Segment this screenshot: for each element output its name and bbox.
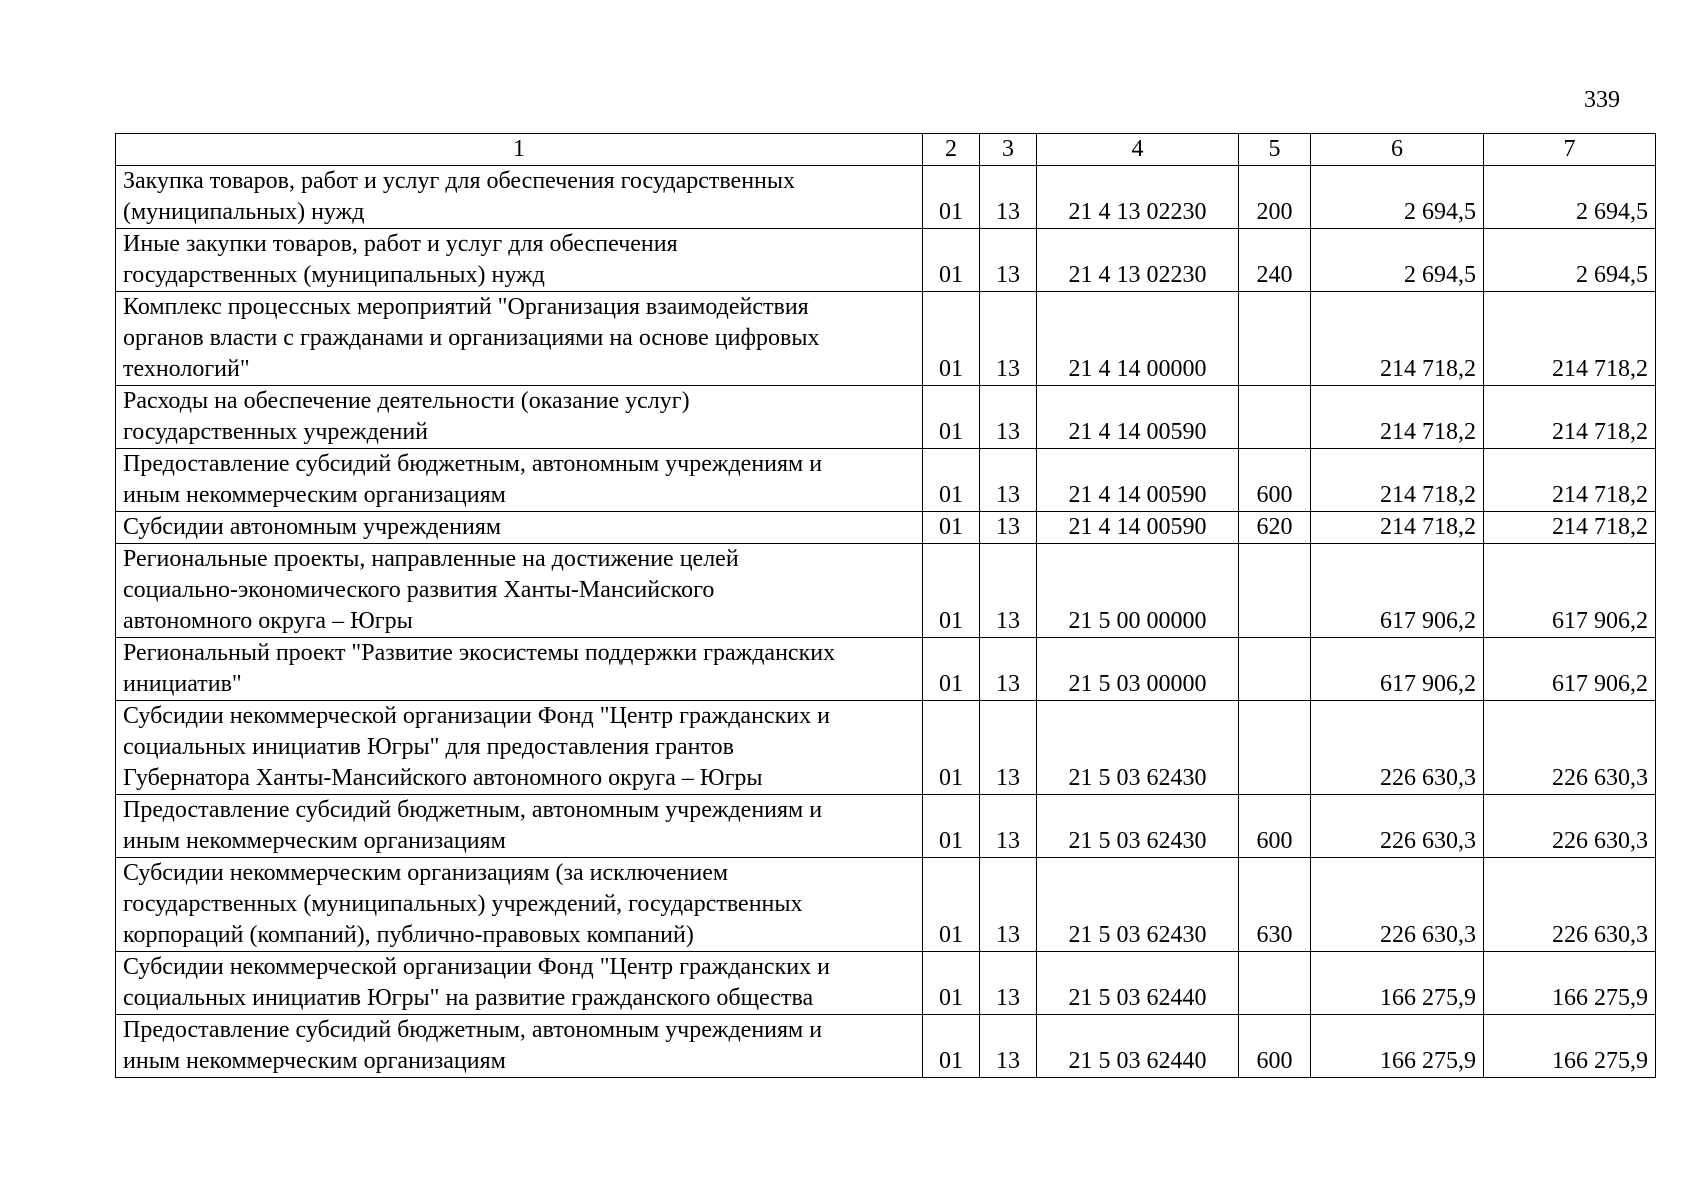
amount-cell: 214 718,2 xyxy=(1311,449,1484,512)
item-name-line: (муниципальных) нужд xyxy=(123,199,365,225)
item-name-line: государственных (муниципальных) учреждений, государственных xyxy=(123,891,803,917)
subsection-code-cell: 13 xyxy=(980,512,1037,544)
table-row xyxy=(116,386,1656,449)
amount-cell: 226 630,3 xyxy=(1311,858,1484,952)
header-cell: 3 xyxy=(980,134,1037,166)
table-row xyxy=(116,638,1656,701)
item-name-line: органов власти с гражданами и организациями на основе цифровых xyxy=(123,325,820,351)
section-code-cell: 01 xyxy=(923,544,980,638)
table-row xyxy=(116,858,1656,952)
amount-cell: 2 694,5 xyxy=(1484,229,1656,292)
subsection-code-cell: 13 xyxy=(980,1015,1037,1078)
section-code-cell: 01 xyxy=(923,512,980,544)
amount-cell: 214 718,2 xyxy=(1311,292,1484,386)
item-name-cell xyxy=(116,166,923,229)
target-article-cell: 21 4 14 00000 xyxy=(1037,292,1239,386)
subsection-code-cell: 13 xyxy=(980,952,1037,1015)
item-name-cell xyxy=(116,795,923,858)
item-name-line: Субсидии автономным учреждениям xyxy=(123,514,502,540)
item-name-cell xyxy=(116,292,923,386)
target-article-cell: 21 5 03 62440 xyxy=(1037,1015,1239,1078)
target-article-cell: 21 4 13 02230 xyxy=(1037,229,1239,292)
item-name-line: социально-экономического развития Ханты-Мансийского xyxy=(123,577,715,603)
header-cell: 2 xyxy=(923,134,980,166)
amount-cell: 166 275,9 xyxy=(1311,1015,1484,1078)
target-article-cell: 21 5 03 62430 xyxy=(1037,701,1239,795)
subsection-code-cell: 13 xyxy=(980,638,1037,701)
item-name-line: Предоставление субсидий бюджетным, автономным учреждениям и xyxy=(123,797,823,823)
table-row xyxy=(116,1015,1656,1078)
target-article-cell: 21 4 14 00590 xyxy=(1037,449,1239,512)
target-article-cell: 21 5 03 62430 xyxy=(1037,858,1239,952)
target-article-cell: 21 5 03 62440 xyxy=(1037,952,1239,1015)
section-code-cell: 01 xyxy=(923,292,980,386)
expense-type-cell: 600 xyxy=(1239,1015,1311,1078)
item-name-line: Региональный проект "Развитие экосистемы поддержки гражданских xyxy=(123,640,836,666)
table-row xyxy=(116,229,1656,292)
expense-type-cell xyxy=(1239,701,1311,795)
header-cell: 7 xyxy=(1484,134,1656,166)
item-name-line: технологий" xyxy=(123,356,250,382)
amount-cell: 226 630,3 xyxy=(1311,795,1484,858)
expense-type-cell: 600 xyxy=(1239,795,1311,858)
amount-cell: 214 718,2 xyxy=(1484,386,1656,449)
subsection-code-cell: 13 xyxy=(980,795,1037,858)
item-name-line: Субсидии некоммерческим организациям (за исключением xyxy=(123,860,729,886)
subsection-code-cell: 13 xyxy=(980,229,1037,292)
target-article-cell: 21 5 00 00000 xyxy=(1037,544,1239,638)
item-name-line: Региональные проекты, направленные на достижение целей xyxy=(123,546,739,572)
section-code-cell: 01 xyxy=(923,166,980,229)
item-name-line: социальных инициатив Югры" на развитие гражданского общества xyxy=(123,985,814,1011)
header-cell: 4 xyxy=(1037,134,1239,166)
item-name-line: автономного округа – Югры xyxy=(123,608,413,634)
item-name-cell xyxy=(116,1015,923,1078)
amount-cell: 617 906,2 xyxy=(1484,638,1656,701)
subsection-code-cell: 13 xyxy=(980,292,1037,386)
item-name-line: Иные закупки товаров, работ и услуг для обеспечения xyxy=(123,231,678,257)
item-name-line: иным некоммерческим организациям xyxy=(123,1048,506,1074)
amount-cell: 166 275,9 xyxy=(1311,952,1484,1015)
expense-type-cell: 600 xyxy=(1239,449,1311,512)
header-cell: 5 xyxy=(1239,134,1311,166)
header-row xyxy=(116,134,1656,166)
item-name-line: Закупка товаров, работ и услуг для обеспечения государственных xyxy=(123,168,796,194)
amount-cell: 214 718,2 xyxy=(1484,292,1656,386)
table-row xyxy=(116,544,1656,638)
amount-cell: 617 906,2 xyxy=(1311,544,1484,638)
table-row xyxy=(116,512,1656,544)
item-name-line: иным некоммерческим организациям xyxy=(123,482,506,508)
table-row xyxy=(116,701,1656,795)
section-code-cell: 01 xyxy=(923,952,980,1015)
amount-cell: 214 718,2 xyxy=(1311,512,1484,544)
subsection-code-cell: 13 xyxy=(980,544,1037,638)
item-name-line: Субсидии некоммерческой организации Фонд "Центр гражданских и xyxy=(123,703,830,729)
item-name-line: Комплекс процессных мероприятий "Организация взаимодействия xyxy=(123,294,809,320)
amount-cell: 2 694,5 xyxy=(1311,229,1484,292)
amount-cell: 166 275,9 xyxy=(1484,952,1656,1015)
section-code-cell: 01 xyxy=(923,858,980,952)
item-name-line: Губернатора Ханты-Мансийского автономного округа – Югры xyxy=(123,765,763,791)
subsection-code-cell: 13 xyxy=(980,386,1037,449)
table-row xyxy=(116,166,1656,229)
section-code-cell: 01 xyxy=(923,638,980,701)
item-name-line: Расходы на обеспечение деятельности (оказание услуг) xyxy=(123,388,690,414)
item-name-line: Предоставление субсидий бюджетным, автономным учреждениям и xyxy=(123,451,823,477)
item-name-cell xyxy=(116,638,923,701)
subsection-code-cell: 13 xyxy=(980,449,1037,512)
item-name-cell xyxy=(116,229,923,292)
table-row xyxy=(116,292,1656,386)
amount-cell: 166 275,9 xyxy=(1484,1015,1656,1078)
subsection-code-cell: 13 xyxy=(980,701,1037,795)
section-code-cell: 01 xyxy=(923,795,980,858)
expense-type-cell: 240 xyxy=(1239,229,1311,292)
section-code-cell: 01 xyxy=(923,701,980,795)
target-article-cell: 21 4 13 02230 xyxy=(1037,166,1239,229)
item-name-cell xyxy=(116,512,923,544)
item-name-cell xyxy=(116,952,923,1015)
expense-type-cell xyxy=(1239,386,1311,449)
amount-cell: 226 630,3 xyxy=(1484,701,1656,795)
amount-cell: 617 906,2 xyxy=(1311,638,1484,701)
item-name-line: иным некоммерческим организациям xyxy=(123,828,506,854)
item-name-line: социальных инициатив Югры" для предоставления грантов xyxy=(123,734,734,760)
page-number: 339 xyxy=(1584,87,1620,113)
amount-cell: 214 718,2 xyxy=(1484,512,1656,544)
item-name-cell xyxy=(116,701,923,795)
expense-type-cell: 630 xyxy=(1239,858,1311,952)
amount-cell: 214 718,2 xyxy=(1484,449,1656,512)
header-cell: 1 xyxy=(116,134,923,166)
expense-type-cell xyxy=(1239,544,1311,638)
amount-cell: 226 630,3 xyxy=(1484,795,1656,858)
item-name-line: государственных (муниципальных) нужд xyxy=(123,262,545,288)
expense-type-cell xyxy=(1239,638,1311,701)
section-code-cell: 01 xyxy=(923,229,980,292)
amount-cell: 2 694,5 xyxy=(1484,166,1656,229)
item-name-line: корпораций (компаний), публично-правовых компаний) xyxy=(123,922,694,948)
item-name-cell xyxy=(116,386,923,449)
table-row xyxy=(116,449,1656,512)
table-row xyxy=(116,952,1656,1015)
header-cell: 6 xyxy=(1311,134,1484,166)
subsection-code-cell: 13 xyxy=(980,858,1037,952)
amount-cell: 214 718,2 xyxy=(1311,386,1484,449)
item-name-line: инициатив" xyxy=(123,671,242,697)
budget-table xyxy=(115,133,1656,1078)
amount-cell: 226 630,3 xyxy=(1484,858,1656,952)
section-code-cell: 01 xyxy=(923,1015,980,1078)
item-name-line: Субсидии некоммерческой организации Фонд "Центр гражданских и xyxy=(123,954,830,980)
table-body xyxy=(116,166,1656,1078)
expense-type-cell xyxy=(1239,952,1311,1015)
item-name-cell xyxy=(116,449,923,512)
item-name-line: Предоставление субсидий бюджетным, автономным учреждениям и xyxy=(123,1017,823,1043)
expense-type-cell: 200 xyxy=(1239,166,1311,229)
amount-cell: 617 906,2 xyxy=(1484,544,1656,638)
section-code-cell: 01 xyxy=(923,449,980,512)
target-article-cell: 21 5 03 62430 xyxy=(1037,795,1239,858)
expense-type-cell: 620 xyxy=(1239,512,1311,544)
amount-cell: 226 630,3 xyxy=(1311,701,1484,795)
table-row xyxy=(116,795,1656,858)
item-name-line: государственных учреждений xyxy=(123,419,429,445)
target-article-cell: 21 5 03 00000 xyxy=(1037,638,1239,701)
item-name-cell xyxy=(116,858,923,952)
expense-type-cell xyxy=(1239,292,1311,386)
section-code-cell: 01 xyxy=(923,386,980,449)
item-name-cell xyxy=(116,544,923,638)
target-article-cell: 21 4 14 00590 xyxy=(1037,512,1239,544)
subsection-code-cell: 13 xyxy=(980,166,1037,229)
target-article-cell: 21 4 14 00590 xyxy=(1037,386,1239,449)
amount-cell: 2 694,5 xyxy=(1311,166,1484,229)
